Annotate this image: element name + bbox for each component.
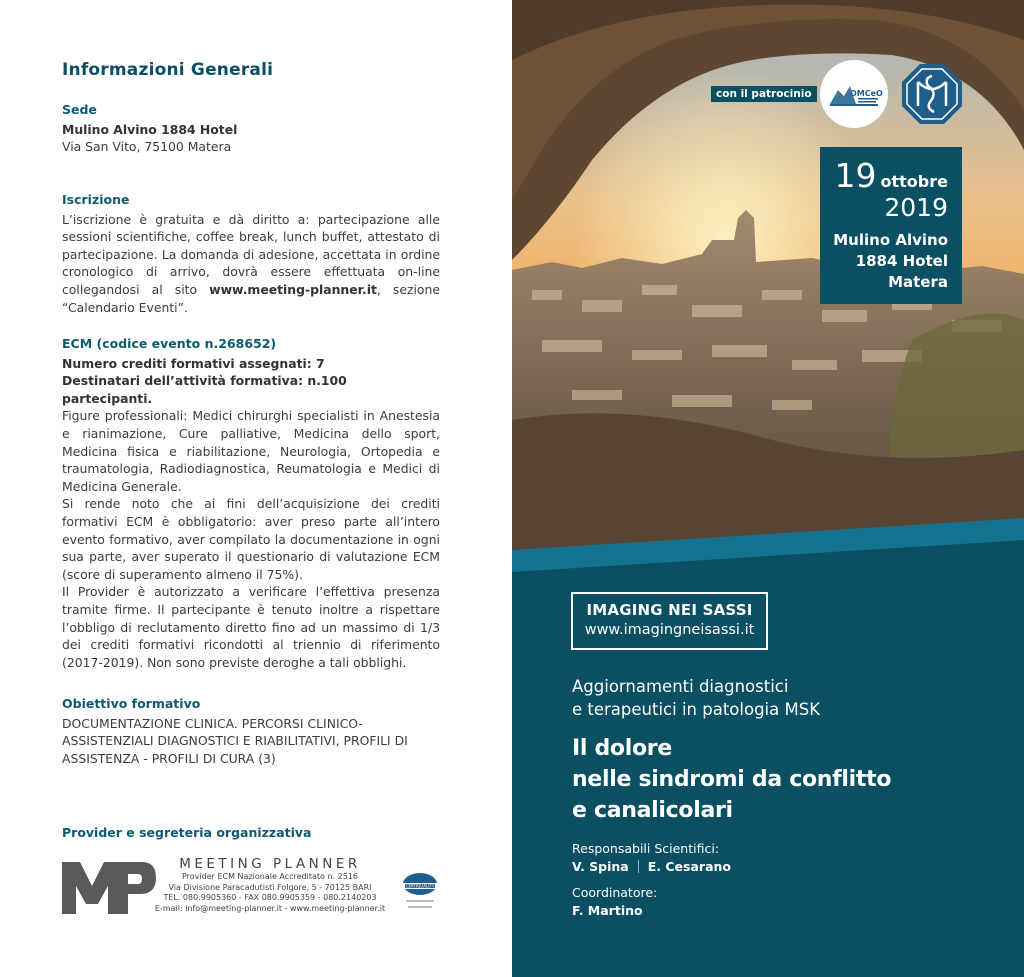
certiquality-icon [398,862,442,918]
coordinatore-name: F. Martino [572,903,643,918]
date-venue-1: Mulino Alvino [833,231,948,249]
date-month: ottobre [880,172,948,191]
ecm-paragraph-1: Figure professionali: Medici chirurghi specialisti in Anestesia e rianimazione, Cure palliative, Medicina dello sport, Medicina fisica e riabilitazione, Neurologia, Ortopedia e traumatologia, Radiodiagnostica, Reumatologia e Medici di Medicina Generale. [62,408,440,494]
meeting-planner-logo [62,856,158,916]
iscrizione-site-link[interactable]: www.meeting-planner.it [209,281,377,297]
omceo-label: OMCeO [850,89,883,98]
date-day: 19 [834,156,877,195]
sede-address: Via San Vito, 75100 Matera [62,139,232,155]
iscrizione-title: Iscrizione [62,192,130,207]
iscrizione-text [62,211,440,317]
patrocinio-label: con il patrocinio [711,86,817,102]
responsabili-names [572,859,731,874]
date-city: Matera [888,273,948,291]
iscrizione-section [62,191,440,316]
coordinatore-label: Coordinatore: [572,885,658,900]
responsabili-label: Responsabili Scientifici: [572,841,720,856]
iscrizione-text-2: , sezione “Calendario Eventi”. [62,281,440,315]
provider-line-1: Provider ECM Nazionale Accreditato n. 2516 [181,872,359,881]
page-title: Informazioni Generali [62,60,274,80]
names-divider [638,860,639,873]
date-box [820,147,962,304]
ecm-title: ECM (codice evento n.268652) [62,336,277,351]
event-title [572,733,891,826]
event-title-1: Il dolore [572,736,672,761]
event-subtitle-2: e terapeutici in patologia MSK [572,700,821,719]
iscrizione-text-1: L’iscrizione è gratuita e dà diritto a: partecipazione alle sessioni scientifiche, coffee break, lunch buffet, attestato di partecipazione. La domanda di adesione, accettata in ordine cronologico di arrivo, dovrà essere effettuata on-line collegandosi al sito [62,211,440,297]
provider-details [145,856,395,914]
cover-panel [512,0,1024,977]
event-url-link[interactable]: www.imagingneisassi.it [584,622,755,638]
event-subtitle [572,675,820,721]
sism-logo [900,62,964,126]
event-name: IMAGING NEI SASSI [586,601,753,619]
responsabile-1: V. Spina [572,859,629,874]
responsabile-2: E. Cesarano [647,859,731,874]
obiettivo-title: Obiettivo formativo [62,696,201,711]
ecm-credits: Numero crediti formativi assegnati: 7 [62,355,325,371]
date-venue-2: 1884 Hotel [855,252,948,270]
obiettivo-text: DOCUMENTAZIONE CLINICA. PERCORSI CLINICO-ASSISTENZIALI DIAGNOSTICI E RIABILITATIVI, PROFILI DI ASSISTENZA - PROFILI DI CURA (3) [62,715,408,766]
provider-title: Provider e segreteria organizzativa [62,825,312,840]
provider-line-2: Via Divisione Paracadutisti Folgore, 5 - 70125 BARI [168,882,372,892]
sede-section [62,101,440,156]
ecm-paragraph-3: Il Provider è autorizzato a verificare l’effettiva presenza tramite firme. Il partecipante è tenuto inoltre a rispettare l’obbligo di reclutamento diretto fino ad un massimo di 1/3 dei crediti formativi ricondotti al triennio di riferimento (2017-2019). Non sono previste deroghe a tali obblighi. [62,584,440,670]
sede-title: Sede [62,102,97,117]
ecm-section [62,335,440,671]
obiettivo-section [62,695,440,767]
date-venue [820,230,948,293]
event-name-box [571,592,768,650]
date-year: 2019 [884,193,948,222]
event-title-2: nelle sindromi da conflitto [572,767,892,792]
ecm-paragraph-2: Si rende noto che ai fini dell’acquisizione dei crediti formativi ECM è obbligatorio: aver preso parte all’intero evento formativo, aver compilato la documentazione in ogni sua parte, aver superato il questionario di valutazione ECM (score di superamento almeno il 75%). [62,496,440,582]
ecm-recipients: Destinatari dell’attività formativa: n.100 partecipanti. [62,373,347,406]
provider-line-3: TEL. 080.9905360 - FAX 080.9905359 - 080.2140203 [163,893,377,902]
sede-venue: Mulino Alvino 1884 Hotel [62,121,238,137]
provider-name: MEETING PLANNER [179,856,361,872]
certiquality-label: CERTIQUALITY [405,883,435,889]
event-title-3: e canalicolari [572,798,733,823]
provider-line-4: E-mail: info@meeting-planner.it - www.meeting-planner.it [154,903,386,913]
event-subtitle-1: Aggiornamenti diagnostici [572,677,789,696]
